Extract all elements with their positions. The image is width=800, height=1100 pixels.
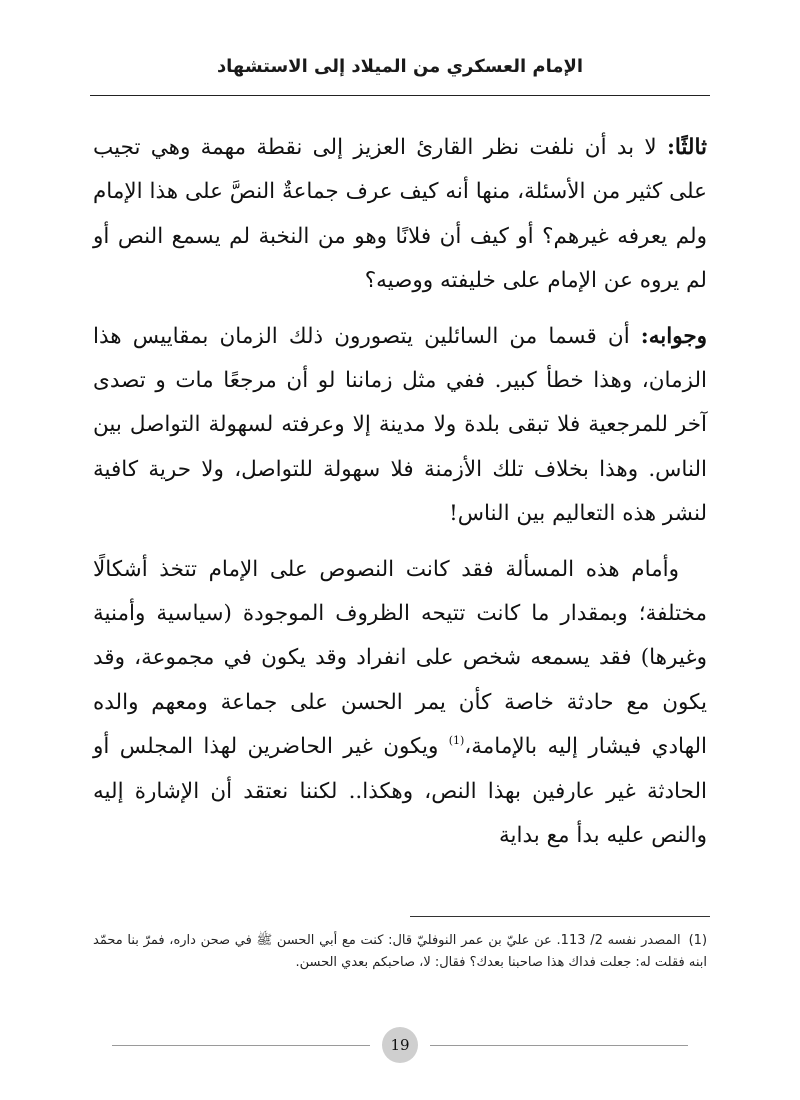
paragraph-answer [93, 315, 707, 537]
page-number-badge: 19 [382, 1027, 418, 1063]
running-header: الإمام العسكري من الميلاد إلى الاستشهاد [216, 56, 584, 77]
main-text [93, 126, 707, 870]
paragraph-lead-thirdly: ثالثًا: [666, 135, 707, 160]
paragraph-text-forms-a: وأمام هذه المسألة فقد كانت النصوص على الإمام تتخذ أشكالًا مختلفة؛ وبمقدار ما كانت تتيحه الظروف الموجودة (سياسية وأمنية وغيرها) فقد يسمعه شخص على انفراد وقد يكون في مجموعة، وقد يكون مع حادثة خاصة كأن يمر الحسن على جماعة ومعهم والده الهادي فيشار إليه بالإمامة، [93, 556, 708, 760]
paragraph-thirdly [93, 126, 707, 304]
paragraph-text-forms-b: ويكون غير الحاضرين لهذا المجلس أو الحادثة غير عارفين بهذا النص، وهكذا.. لكننا نعتقد أن الإشارة إليه والنص عليه بدأ مع بداية [93, 734, 707, 849]
footnote-text: المصدر نفسه 2/ 113. عن عليّ بن عمر النوفليّ قال: كنت مع أبي الحسن ﷺ في صحن داره، فمرّ بنا محمّد ابنه فقلت له: جعلت فداك هذا صاحبنا بعدك؟ فقال: لا، صاحبكم بعدي الحسن. [93, 933, 707, 970]
paragraph-lead-answer: وجوابه: [640, 323, 707, 349]
footnote-reference[interactable]: (1) [448, 734, 465, 748]
paragraph-text-answer: أن قسما من السائلين يتصورون ذلك الزمان بمقاييس هذا الزمان، وهذا خطأ كبير. ففي مثل زماننا لو أن مرجعًا مات و تصدى آخر للمرجعية فلا تبقى بلدة ولا مدينة إلا وعرفته لسهولة التواصل بين الناس. وهذا بخلاف تلك الأزمنة فلا سهولة للتواصل، ولا حرية كافية لنشر هذه التعاليم بين الناس! [93, 323, 707, 527]
footer-rule-left [112, 1045, 370, 1046]
paragraph-forms-of-text [93, 548, 707, 859]
footnote-number: (1) [688, 933, 708, 948]
paragraph-text-thirdly: لا بد أن نلفت نظر القارئ العزيز إلى نقطة مهمة وهي تجيب على كثير من الأسئلة، منها أنه كيف عرف جماعةٌ النصَّ على هذا الإمام ولم يعرفه غيرهم؟ أو كيف أن فلانًا وهو من النخبة لم يسمع النص أو لم يروه عن الإمام على خليفته ووصيه؟ [93, 135, 707, 294]
header-divider [90, 95, 710, 96]
footnote [93, 930, 707, 974]
footer-rule-right [430, 1045, 688, 1046]
footnote-divider [410, 916, 710, 917]
